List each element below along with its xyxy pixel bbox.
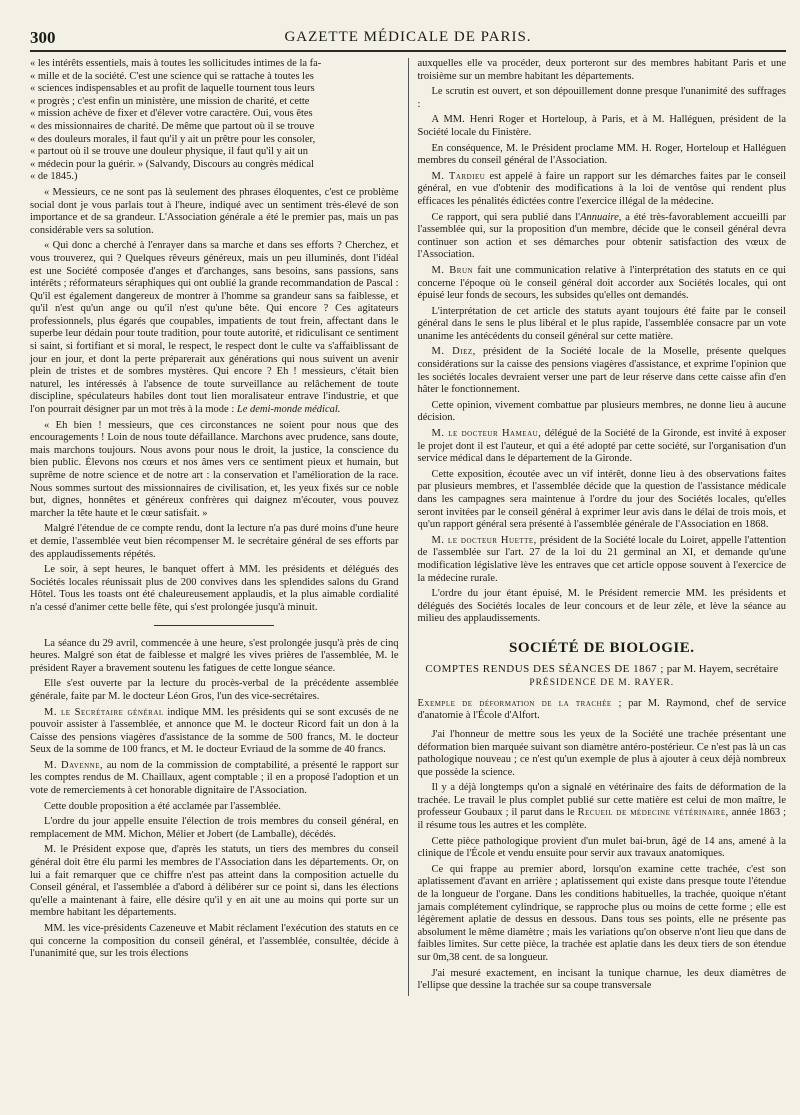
- case-author: par M. Raymond, chef de service d'anatomie à l'École d'Alfort.: [417, 697, 786, 722]
- paragraph: Le scrutin est ouvert, et son dépouillement donne presque l'unanimité des suffrages :: [417, 86, 786, 110]
- quote-block: [30, 58, 399, 184]
- paragraph: La séance du 29 avril, commencée à une heure, s'est prolongée jusqu'à près de cinq heures. Malgré son état de faiblesse et malgré les vives prières de l'assemblée, M. le président Rayer a bravement soutenu les fatigues de cette longue séance.: [30, 637, 399, 674]
- paragraph-text: président de la Société locale de la Moselle, présente quelques considérations sur la caisse des pensions viagères d'assistance, et exprime l'opinion que les sociétés locales devraient verser une part de leur réserve dans cette caisse afin d'en hâter le fonctionnement.: [417, 346, 786, 396]
- paragraph-text: délégué de la Société de la Gironde, est invité à exposer le projet dont il est l'auteur, et qui a été adopté par cette société, sur l'organisation d'un service médical dans le département de la Gironde.: [417, 428, 787, 465]
- subtitle-author: par M. Hayem, secrétaire: [666, 662, 779, 675]
- paragraph-text: indique MM. les présidents qui se sont excusés de ne pouvoir assister à l'assemblée, et annonce que M. le docteur Ricord fait un don à la Caisse des pensions viagères d'assistance de la somme de 500 francs, M. le docteur Seux de la somme de 100 francs, et M. le docteur Evriaud de la somme de 40 francs.: [30, 706, 399, 756]
- paragraph: J'ai mesuré exactement, en incisant la tunique charnue, les deux diamètres de l'ellipse que dessine la trachée sur sa coupe transversale: [417, 967, 786, 992]
- paragraph: « Messieurs, ce ne sont pas là seulement des phrases éloquentes, c'est ce problème social dont je vous parlais tout à l'heure, indiqué avec un sentiment très-élevé de son importance et de sa grandeur. L'Association générale a été le premier pas, mais un pas considérable vers sa solution.: [30, 186, 399, 236]
- paragraph: [30, 240, 399, 416]
- right-column: [408, 58, 787, 996]
- paragraph-text: est appelé à faire un rapport sur les démarches faites par le conseil général, en vue d'obtenir des modifications à la loi de ventôse qui rendent plus efficaces les pénalités édictées contre l'exercice illégal de la médecine.: [417, 170, 786, 207]
- paragraph: L'ordre du jour appelle ensuite l'élection de trois membres du conseil général, en remplacement de MM. Michon, Mélier et Jobert (de Lamballe), décédés.: [30, 816, 399, 840]
- paragraph: Ce qui frappe au premier abord, lorsqu'on examine cette trachée, c'est son aplatissement d'avant en arrière ; aplatissement qui existe dans presque toute l'étendue de la longueur de l'organe. Dans les conditions habituelles, la trachée, quoique n'étant jamais complétement cylindrique, se rapproche plus ou moins de cette forme ; elle est légèrement aplatie de dessus en dessous. Dans tous ses points, elle ne présente pas absolument le même diamètre ; mais les variations qu'on observe n'ont lieu que dans de faibles limites. Sur cette pièce, la trachée est aplatie dans les deux tiers de son étendue sur 0m,38 cent. de sa longueur.: [417, 863, 786, 963]
- paragraph: [30, 707, 399, 757]
- paragraph-text: « Qui donc a cherché à l'enrayer dans sa marche et dans ses efforts ? Cherchez, et vous trouverez, qui ? Quelques rêveurs généreux, mais un peu illuminés, dont l'idéal est une Société composée d'anges et d'archanges, sans besoins, sans passions, sans intérêts ; réformateurs séraphiques qui ont oublié la grande recommandation de Pascal : Qu'il est également dangereux de montrer à l'homme sa grandeur sans sa faiblesse, et qu'il n'est qu'un ange ou qu'il n'est qu'une bête. Qui encore ? Ces agitateurs professionnels, plus égarés que coupables, impatients de tout frein, affectant dans le superbe leur dédain pour toute tradition, pour toute autorité, et ridiculisant ce sentiment si saint, si fortifiant et si moral, le respect, le respect dont le culte va s'affaiblissant de jour en jour, et dont la perte préparerait aux générations qui nous suivent un avenir plein de tristes et de sombres mystères. Qui encore ? Eh ! messieurs, c'était bien naturel, les intéressés à l'absence de toute surveillance au relâchement de toute discipline, spéculateurs habiles dont tout lien moralisateur entrave l'industrie, et que l'on pourrait désigner par un mot très à la mode :: [30, 240, 399, 416]
- quote-line: « sciences indispensables et au profit de laquelle tournent tous leurs: [30, 83, 315, 95]
- paragraph: [418, 782, 787, 832]
- subtitle-text: COMPTES RENDUS DES SÉANCES DE 1867 ;: [425, 662, 664, 675]
- quote-line: « des douleurs morales, il faut qu'il y ait un prêtre pour les consoler,: [30, 133, 316, 145]
- speaker-name: M. le Secrétaire général: [44, 706, 164, 718]
- paragraph: [30, 760, 399, 798]
- paragraph: [418, 171, 787, 209]
- page-header: [30, 22, 786, 52]
- italic-phrase: Le demi-monde médical.: [236, 404, 341, 416]
- paragraph: Malgré l'étendue de ce compte rendu, dont la lecture n'a pas duré moins d'une heure et demie, l'assemblée veut bien récompenser M. le secrétaire général de ses efforts par des applaudissements répétés.: [30, 523, 399, 560]
- case-title: Exemple de déformation de la trachée ;: [417, 697, 622, 709]
- paragraph: [418, 265, 787, 303]
- paragraph-text: , a été très-favorablement accueilli par l'assemblée qui, sur la proposition d'un membre, décide que le conseil général devra continuer son action et ses démarches pour obtenir satisfaction des vœux de l'Association.: [417, 211, 786, 261]
- paragraph: A MM. Henri Roger et Horteloup, à Paris, et à M. Halléguen, président de la Société locale du Finistère.: [417, 114, 786, 138]
- quote-line: « mille et de la société. C'est une science qui se rattache à toutes les: [30, 70, 314, 82]
- quote-line: « médecin pour la guérir. » (Salvandy, Discours au congrès médical: [30, 158, 314, 170]
- paragraph: Cette exposition, écoutée avec un vif intérêt, donne lieu à des observations faites par plusieurs membres, et l'assemblée décide que la question de l'assistance médicale dans les campagnes sera maintenue à l'ordre du jour des Sociétés locales, qu'elles seront invitées par le conseil général à exprimer leur avis dans le délai de trois mois, et qu'un rapport général sera présenté à l'assemblée générale de l'Association en 1868.: [417, 468, 786, 531]
- columns: [30, 58, 786, 996]
- paragraph-text: au nom de la commission de comptabilité, a présenté le rapport sur les comptes rendus de M. Chaillaux, agent comptable ; il en a proposé l'adoption et un vote de remerciements à cet honorable dignitaire de l'Association.: [30, 759, 399, 797]
- presidency-line: PRÉSIDENCE DE M. RAYER.: [529, 678, 675, 689]
- paragraph-text: fait une communication relative à l'interprétation des statuts en ce qui concerne l'époque où le conseil général doit accorder aux Sociétés locales, qui ont épuisé leur fonds de secours, les subsides qu'elles ont demandés.: [417, 264, 786, 302]
- paragraph: Le soir, à sept heures, le banquet offert à MM. les présidents et délégués des Sociétés locales réunissait plus de 200 convives dans les splendides salons du Grand Hôtel. Tous les toasts ont été chaleureusement applaudis, et la plus aimable cordialité n'a cessé d'animer cette belle fête, qui s'est prolongée jusqu'à minuit.: [30, 564, 399, 613]
- quote-line: « partout où il se trouve une douleur physique, il faut qu'il y ait un: [30, 146, 309, 158]
- paragraph: Elle s'est ouverte par la lecture du procès-verbal de la précédente assemblée générale, faite par M. le docteur Léon Gros, l'un des vice-secrétaires.: [30, 678, 399, 702]
- quote-line: « mission achève de fixer et d'élever votre caractère. Oui, vous êtes: [30, 108, 313, 120]
- paragraph: [418, 535, 787, 585]
- paragraph: Cette pièce pathologique provient d'un mulet bai-brun, âgé de 14 ans, amené à la clinique de l'École et vendu ensuite pour servir aux travaux anatomiques.: [417, 835, 786, 860]
- paragraph: « Eh bien ! messieurs, que ces circonstances ne soient pour nous que des encouragements ! Loin de nous toute défaillance. Marchons avec prudence, sans doute, mais marchons toujours. Nous avons pour nous le droit, la justice, la conscience du bien public. Élevons nos cœurs et nos âmes vers ce sentiment pieux et humain, but suprême de notre science et de notre art : la conservation et l'amélioration de la race. Nous sommes surtout des missionnaires de civilisation, et, les yeux fixés sur ce noble but, dignes, honnêtes et généreux confrères qui daignez m'écouter, vous pouvez marcher la tête haute et le cœur satisfait. »: [30, 419, 399, 519]
- running-title: GAZETTE MÉDICALE DE PARIS.: [284, 29, 532, 45]
- paragraph: auxquelles elle va procéder, deux porteront sur des membres habitant Paris et une troisième sur un membre habitant les départements.: [417, 58, 786, 82]
- left-column: [30, 58, 408, 996]
- paragraph: Cette double proposition a été acclamée par l'assemblée.: [44, 800, 281, 812]
- case-heading: [418, 698, 787, 723]
- paragraph: Cette opinion, vivement combattue par plusieurs membres, ne donne lieu à aucune décision.: [417, 399, 786, 424]
- paragraph: M. le Président expose que, d'après les statuts, un tiers des membres du conseil général doit être élu parmi les membres de l'Association dans les départements. Or, on lui a fait remarquer que ce chiffre n'est pas atteint dans la composition actuelle du Conseil général, et l'assemblée a d'abord à délibérer sur ce point si, dans les élections qu'elle a maintenant à faire, elle désire qu'il y en ait une au moins qui porte sur un membre habitant les départements.: [30, 844, 399, 919]
- quote-line: « progrès ; c'est enfin un ministère, une mission de charité, et cette: [30, 95, 310, 107]
- quote-line: « des missionnaires de charité. De même que partout où il se trouve: [30, 120, 315, 132]
- paragraph-text: année 1863 ; il résume tous les autres et les complète.: [417, 807, 786, 832]
- paragraph-text: président de la Société locale du Loiret, appelle l'attention de l'assemblée sur l'art. 27 de la loi du 21 germinal an XI, et demande qu'une modification législative lève les entraves que cet article oppose souvent à l'exercice de la médecine rurale.: [417, 534, 787, 584]
- paragraph: L'interprétation de cet article des statuts ayant toujours été faite par le conseil général dans le sens le plus libéral et le plus rapide, l'assemblée consacre par un vote unanime les antécédents du conseil général sur cette matière.: [417, 305, 786, 342]
- paragraph: J'ai l'honneur de mettre sous les yeux de la Société une trachée présentant une déformation bien marquée suivant son diamètre antéro-postérieur. Ce n'est pas là un cas pathologique nouveau ; ce n'est qu'un exemple de plus à ajouter à ceux déjà nombreux que possède la science.: [417, 728, 786, 778]
- quote-line: « de 1845.): [30, 171, 78, 183]
- page-number: 300: [30, 28, 56, 47]
- speaker-name: M. le docteur Huette,: [431, 534, 537, 546]
- paragraph: En conséquence, M. le Président proclame MM. H. Roger, Horteloup et Halléguen membres du conseil général de l'Association.: [417, 142, 786, 167]
- section-title: SOCIÉTÉ DE BIOLOGIE.: [509, 639, 695, 656]
- italic-phrase: Annuaire: [580, 211, 619, 223]
- paragraph: MM. les vice-présidents Cazeneuve et Mabit réclament l'exécution des statuts en ce qui concerne la composition du conseil général, et l'assemblée, consultée, décide à l'unanimité que, sur les trois élections: [30, 923, 399, 960]
- speaker-name: M. Diez,: [431, 346, 476, 358]
- journal-name: Recueil de médecine vétérinaire,: [577, 807, 729, 819]
- speaker-name: M. le docteur Hameau,: [431, 428, 542, 440]
- speaker-name: M. Davenne,: [44, 759, 104, 771]
- paragraph: L'ordre du jour étant épuisé, M. le Président remercie MM. les présidents et délégués des Sociétés locales de leur concours et de leur zèle, et lève la séance au milieu des applaudissements.: [417, 588, 786, 625]
- paragraph: [418, 428, 787, 466]
- speaker-name: M. Tardieu: [431, 170, 486, 182]
- paragraph: [418, 346, 787, 396]
- quote-line: « les intérêts essentiels, mais à toutes les sollicitudes intimes de la fa-: [30, 58, 322, 69]
- section-subtitle: [418, 663, 787, 676]
- paragraph-text: Il y a déjà longtemps qu'on a signalé en vétérinaire des faits de déformation de la trachée. Le travail le plus complet publié sur cette matière est celui de mon maître, le professeur Goubaux ; il parut dans le: [417, 782, 786, 819]
- paragraph: [418, 212, 787, 262]
- section-divider: [154, 625, 274, 626]
- speaker-name: M. Brun: [431, 264, 474, 276]
- paragraph-text: Ce rapport, qui sera publié dans l': [431, 211, 581, 223]
